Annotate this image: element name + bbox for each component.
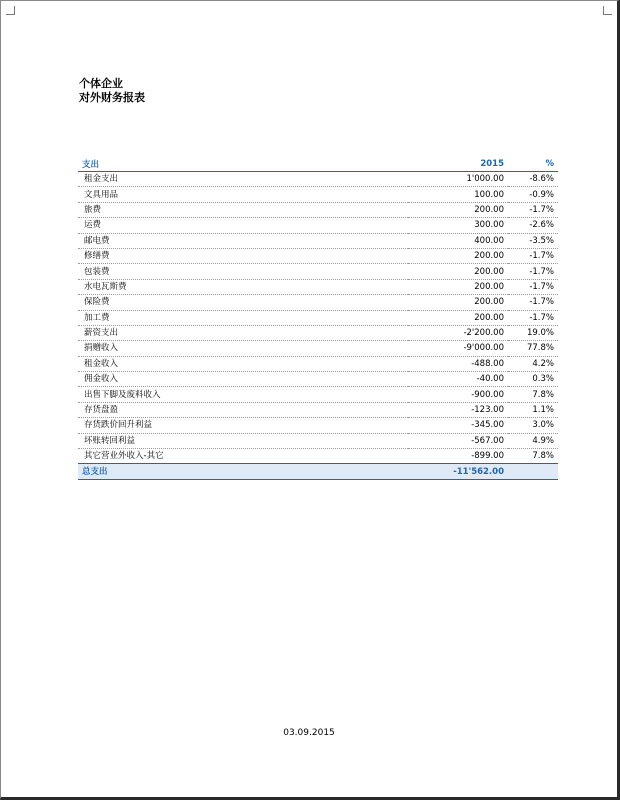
row-percent: -1.7% (508, 264, 558, 279)
row-value: 400.00 (408, 233, 508, 248)
row-label: 包装费 (78, 264, 408, 279)
table-row (78, 264, 558, 279)
row-percent: 7.8% (508, 449, 558, 464)
row-percent: -8.6% (508, 172, 558, 187)
crop-mark-top-left (6, 6, 15, 15)
header-label: 支出 (78, 157, 408, 172)
row-percent: 4.9% (508, 433, 558, 448)
row-percent: 7.8% (508, 387, 558, 402)
table-row (78, 218, 558, 233)
total-percent (508, 464, 558, 479)
row-percent: 4.2% (508, 356, 558, 371)
row-label: 邮电费 (78, 233, 408, 248)
row-value: 200.00 (408, 264, 508, 279)
table-row (78, 356, 558, 371)
row-percent: -0.9% (508, 187, 558, 202)
table-row (78, 172, 558, 187)
table-row (78, 325, 558, 340)
row-value: 200.00 (408, 248, 508, 263)
row-percent: 0.3% (508, 372, 558, 387)
table-row (78, 387, 558, 402)
row-percent: 3.0% (508, 418, 558, 433)
row-value: -899.00 (408, 449, 508, 464)
report-title: 对外财务报表 (79, 91, 145, 104)
row-value: 200.00 (408, 310, 508, 325)
row-percent: -2.6% (508, 218, 558, 233)
table-row (78, 449, 558, 464)
report-title-block (79, 77, 145, 105)
table-header-row (78, 157, 558, 172)
table-row (78, 341, 558, 356)
total-value: -11'562.00 (408, 464, 508, 479)
row-label: 佣金收入 (78, 372, 408, 387)
table-row (78, 279, 558, 294)
row-value: -2'200.00 (408, 325, 508, 340)
row-percent: -1.7% (508, 310, 558, 325)
header-percent: % (508, 157, 558, 172)
row-value: -123.00 (408, 402, 508, 417)
table-row (78, 248, 558, 263)
table-row (78, 372, 558, 387)
row-percent: -1.7% (508, 279, 558, 294)
table-row (78, 418, 558, 433)
row-value: 200.00 (408, 202, 508, 217)
row-percent: -1.7% (508, 202, 558, 217)
row-label: 坏账转回利益 (78, 433, 408, 448)
table-row (78, 233, 558, 248)
company-name: 个体企业 (79, 77, 123, 90)
row-value: 1'000.00 (408, 172, 508, 187)
row-value: 200.00 (408, 295, 508, 310)
row-label: 水电瓦斯费 (78, 279, 408, 294)
crop-mark-top-right (603, 6, 612, 15)
row-label: 捐赠收入 (78, 341, 408, 356)
row-percent: 19.0% (508, 325, 558, 340)
row-label: 存货跌价回升利益 (78, 418, 408, 433)
row-label: 修缮费 (78, 248, 408, 263)
table-row (78, 433, 558, 448)
header-year: 2015 (408, 157, 508, 172)
row-label: 旅费 (78, 202, 408, 217)
table-row (78, 187, 558, 202)
row-label: 保险费 (78, 295, 408, 310)
row-label: 加工费 (78, 310, 408, 325)
row-label: 租金支出 (78, 172, 408, 187)
row-value: -567.00 (408, 433, 508, 448)
row-percent: 1.1% (508, 402, 558, 417)
row-value: 200.00 (408, 279, 508, 294)
row-label: 租金收入 (78, 356, 408, 371)
row-label: 其它营业外收入-其它 (78, 449, 408, 464)
row-label: 存货盘盈 (78, 402, 408, 417)
row-value: -345.00 (408, 418, 508, 433)
row-label: 文具用品 (78, 187, 408, 202)
row-label: 薪资支出 (78, 325, 408, 340)
row-label: 出售下脚及废料收入 (78, 387, 408, 402)
table-row (78, 310, 558, 325)
row-percent: -1.7% (508, 295, 558, 310)
row-value: -900.00 (408, 387, 508, 402)
footer-date: 03.09.2015 (283, 728, 335, 738)
total-label: 总支出 (78, 464, 408, 479)
row-percent: 77.8% (508, 341, 558, 356)
row-percent: -3.5% (508, 233, 558, 248)
row-percent: -1.7% (508, 248, 558, 263)
row-value: -488.00 (408, 356, 508, 371)
total-row (78, 464, 558, 479)
row-value: 100.00 (408, 187, 508, 202)
row-value: -9'000.00 (408, 341, 508, 356)
row-value: -40.00 (408, 372, 508, 387)
row-label: 运费 (78, 218, 408, 233)
table-row (78, 295, 558, 310)
table-row (78, 402, 558, 417)
row-value: 300.00 (408, 218, 508, 233)
table-row (78, 202, 558, 217)
expense-table (78, 157, 558, 480)
